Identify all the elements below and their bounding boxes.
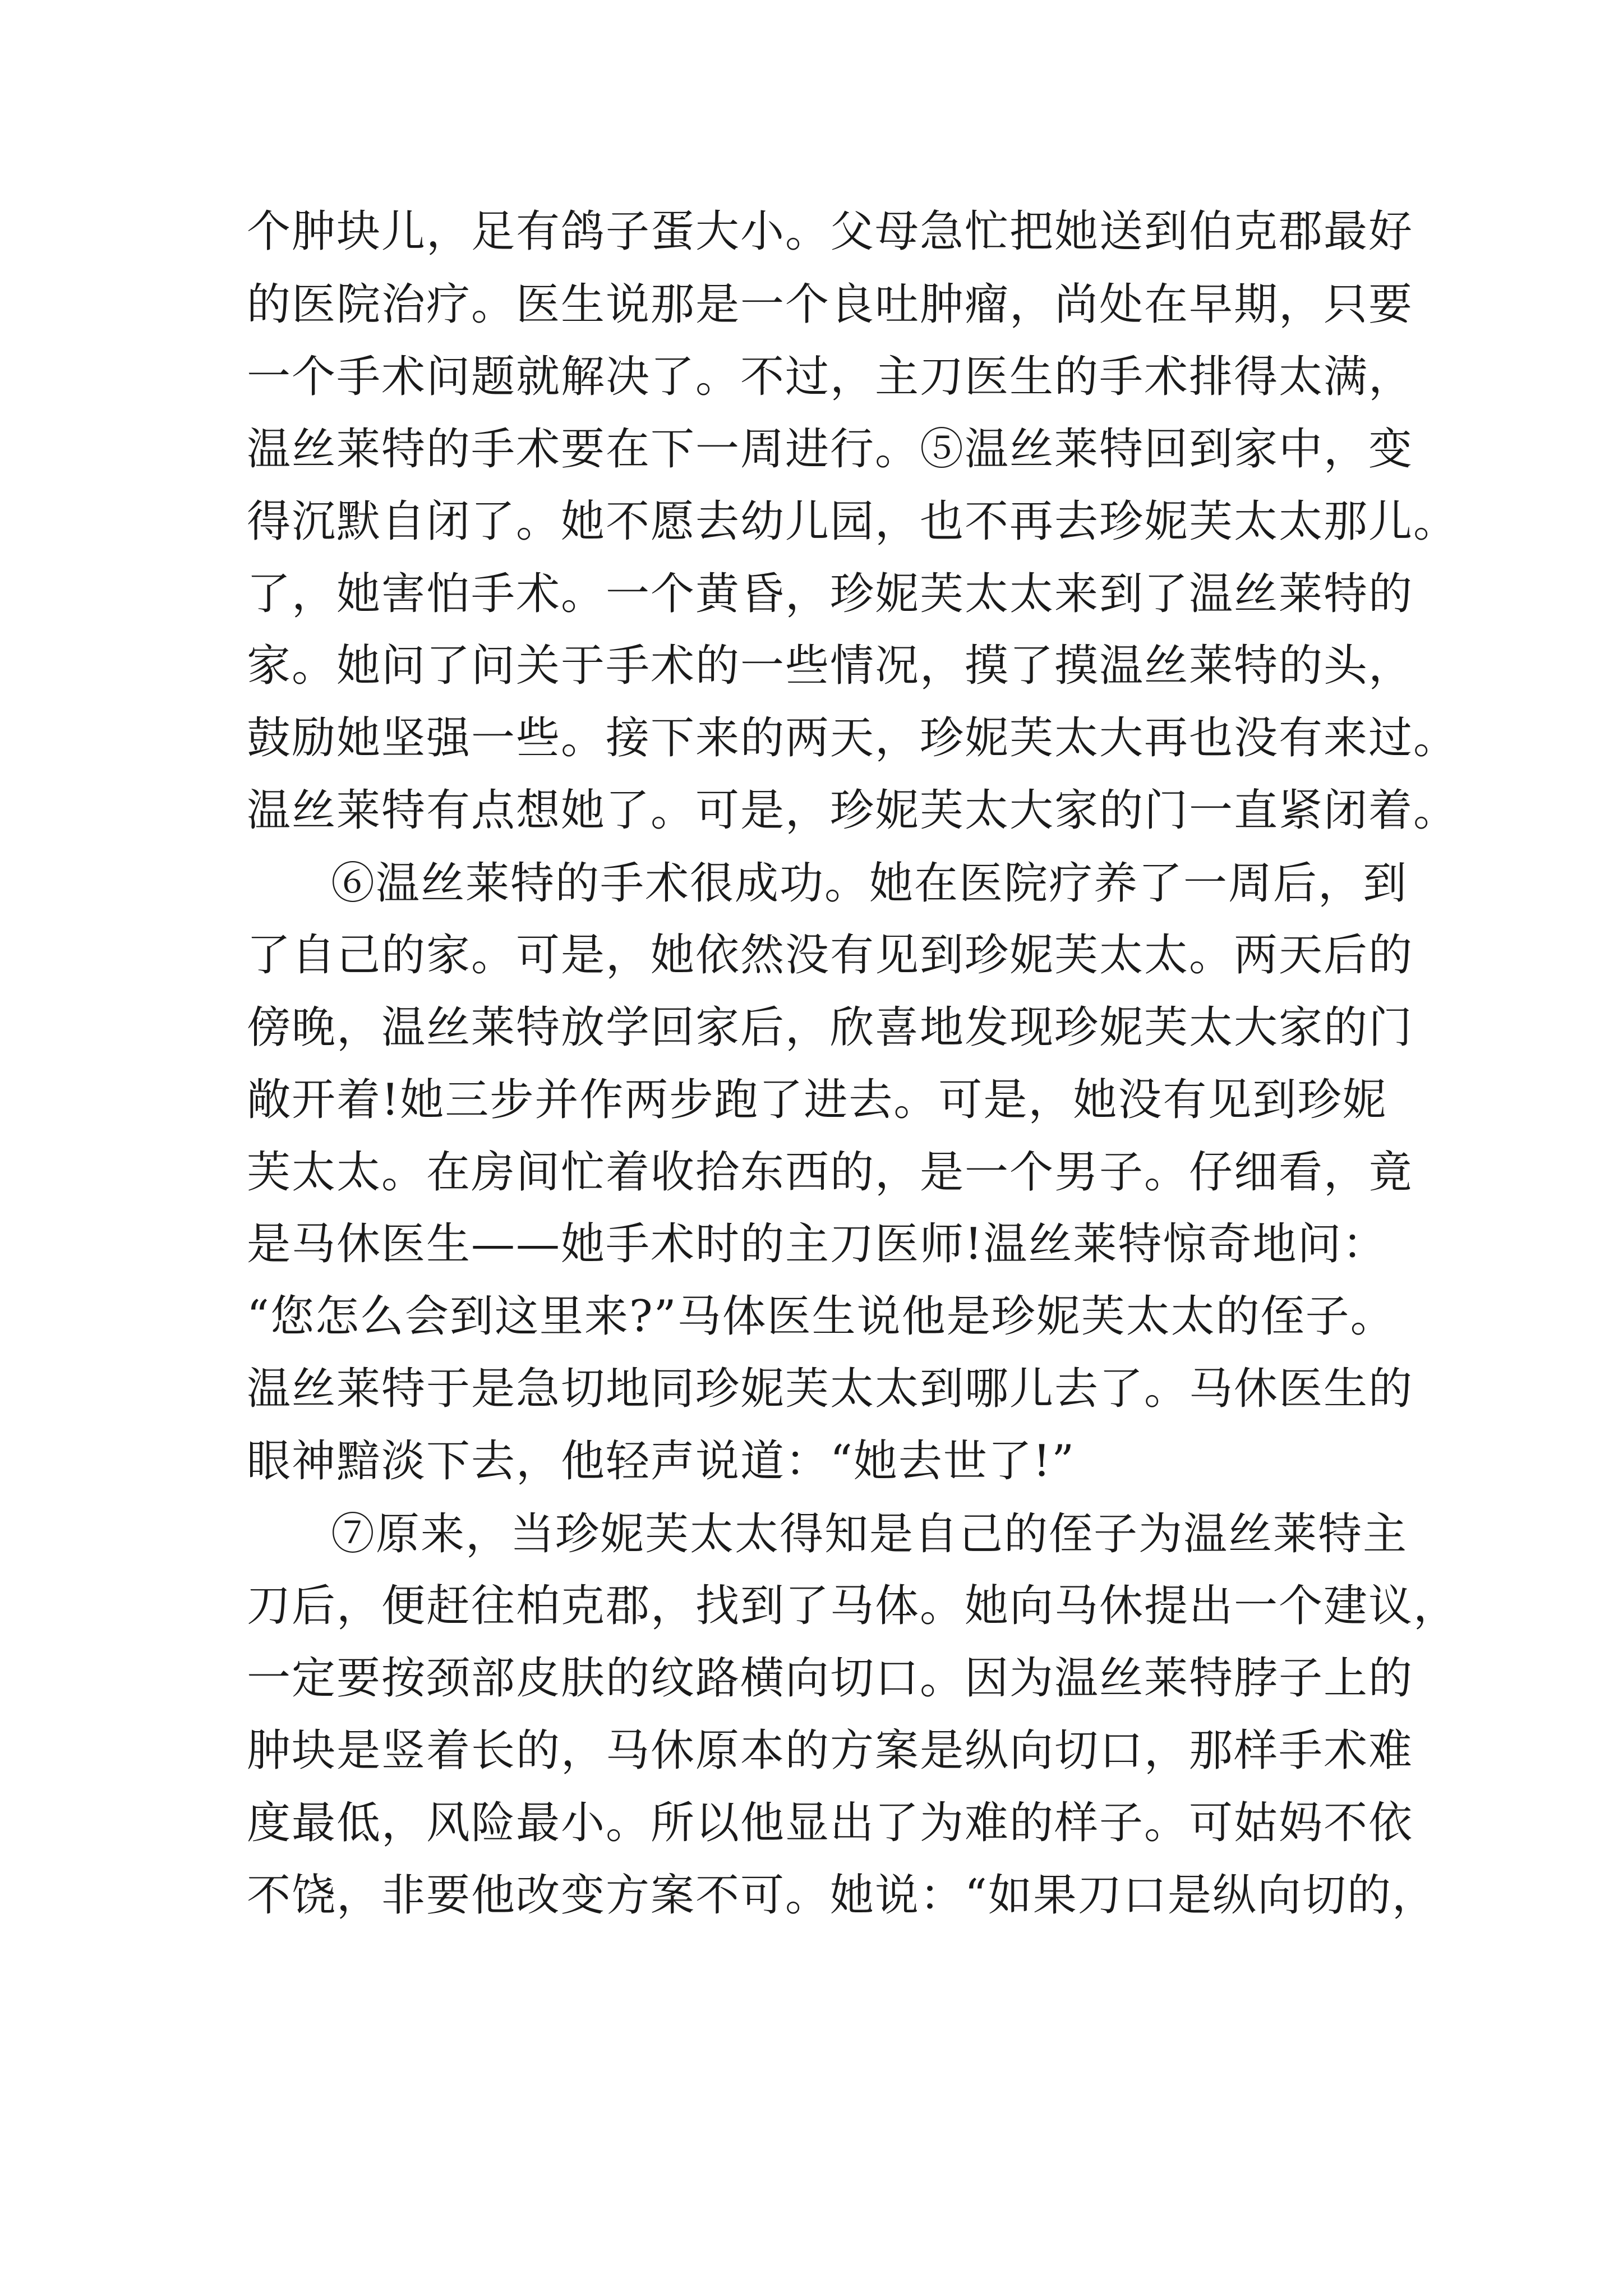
text-line: 家。她问了问关于手术的一些情况，摸了摸温丝莱特的头， xyxy=(247,641,1414,691)
text-line: 温丝莱特有点想她了。可是，珍妮芙太大家的门一直紧闭着。 xyxy=(247,785,1459,836)
text-line: 了自己的家。可是，她依然没有见到珍妮芙太太。两天后的 xyxy=(247,930,1414,981)
text-line: 的医院治疗。医生说那是一个良吐肿瘤，尚处在早期，只要 xyxy=(247,279,1414,330)
text-line: 一个手术问题就解决了。不过，主刀医生的手术排得太满， xyxy=(247,352,1414,402)
text-line: 刀后，便赶往柏克郡，找到了马体。她向马休提出一个建议， xyxy=(247,1581,1459,1631)
text-line: 度最低，风险最小。所以他显出了为难的样子。可姑妈不依 xyxy=(247,1798,1414,1848)
text-line: 眼神黯淡下去，他轻声说道：“她去世了!” xyxy=(247,1436,1076,1487)
text-line: 一定要按颈部皮肤的纹路横向切口。因为温丝莱特脖子上的 xyxy=(247,1653,1414,1704)
text-line: 了，她害怕手术。一个黄昏，珍妮芙太太来到了温丝莱特的 xyxy=(247,569,1414,619)
text-line: 得沉默自闭了。她不愿去幼儿园，也不再去珍妮芙太太那儿。 xyxy=(247,496,1459,547)
text-line: 温丝莱特于是急切地同珍妮芙太太到哪儿去了。马休医生的 xyxy=(247,1364,1414,1414)
text-line: 肿块是竖着长的，马休原本的方案是纵向切口，那样手术难 xyxy=(247,1726,1414,1776)
text-line: 傍晚，温丝莱特放学回家后，欣喜地发现珍妮芙太大家的门 xyxy=(247,1002,1414,1053)
text-line: “您怎么会到这里来?”马体医生说他是珍妮芙太太的侄子。 xyxy=(247,1291,1395,1342)
text-line: 不饶，非要他改变方案不可。她说：“如果刀口是纵向切的， xyxy=(247,1870,1437,1921)
paragraph-start-7: ⑦原来，当珍妮芙太太得知是自己的侄子为温丝莱特主 xyxy=(331,1509,1408,1559)
text-line: 个肿块儿，足有鸽子蛋大小。父母急忙把她送到伯克郡最好 xyxy=(247,206,1414,257)
text-line: 芙太太。在房间忙着收拾东西的，是一个男子。仔细看，竟 xyxy=(247,1147,1414,1198)
paragraph-start-6: ⑥温丝莱特的手术很成功。她在医院疗养了一周后，到 xyxy=(331,858,1408,909)
text-line: 是马休医生——她手术时的主刀医师!温丝莱特惊奇地问： xyxy=(247,1219,1387,1269)
text-line: 敞开着!她三步并作两步跑了进去。可是，她没有见到珍妮 xyxy=(247,1075,1387,1125)
text-line: 温丝莱特的手术要在下一周进行。⑤温丝莱特回到家中，变 xyxy=(247,424,1414,475)
text-line: 鼓励她坚强一些。接下来的两天，珍妮芙太大再也没有来过。 xyxy=(247,713,1459,763)
